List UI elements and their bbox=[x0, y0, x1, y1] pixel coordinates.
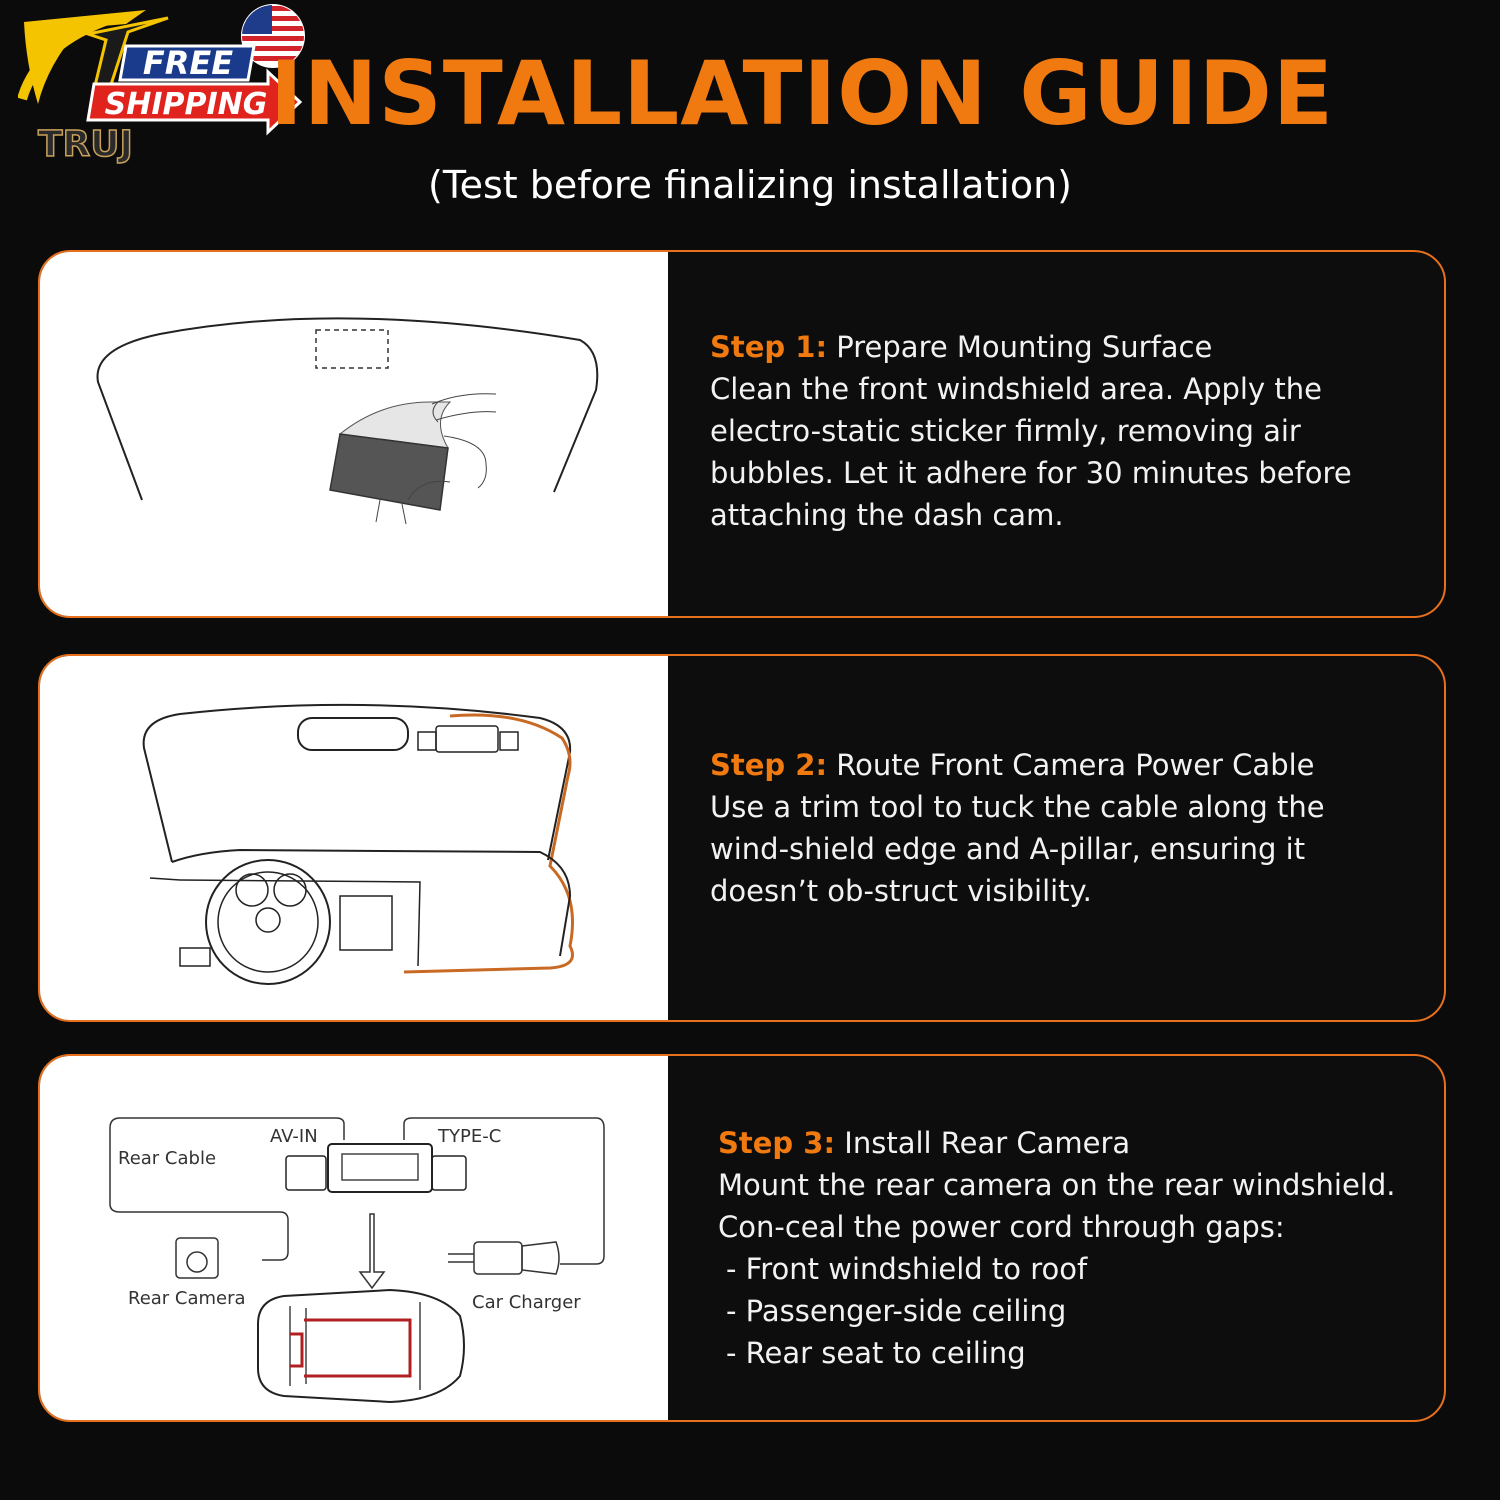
windshield-sticker-icon bbox=[40, 252, 668, 616]
badge-free-text: FREE bbox=[142, 44, 234, 82]
step-card-1 bbox=[38, 250, 1446, 618]
label-type-c: TYPE-C bbox=[438, 1126, 502, 1147]
step-1-label: Step 1: bbox=[710, 330, 828, 364]
step-1-title: Prepare Mounting Surface bbox=[836, 330, 1213, 364]
badge-shipping-text: SHIPPING bbox=[104, 87, 268, 122]
step-2-label: Step 2: bbox=[710, 748, 828, 782]
page-subtitle: (Test before finalizing installation) bbox=[428, 163, 1072, 207]
brand-name-text: TRUJ bbox=[38, 124, 133, 164]
list-item: - Rear seat to ceiling bbox=[726, 1336, 1026, 1370]
step-3-label: Step 3: bbox=[718, 1126, 836, 1160]
step-1-text bbox=[710, 326, 1410, 536]
label-av-in: AV-IN bbox=[270, 1126, 318, 1147]
label-rear-camera: Rear Camera bbox=[128, 1288, 246, 1309]
dashboard-cable-icon bbox=[40, 656, 668, 1020]
page-title: INSTALLATION GUIDE bbox=[270, 42, 1334, 145]
step-3-title: Install Rear Camera bbox=[844, 1126, 1131, 1160]
step-3-list bbox=[718, 1248, 1418, 1374]
step-2-illustration bbox=[40, 656, 668, 1020]
step-2-text bbox=[710, 744, 1410, 912]
step-3-text bbox=[718, 1122, 1418, 1374]
label-car-charger: Car Charger bbox=[472, 1292, 581, 1313]
wiring-diagram-icon bbox=[40, 1056, 668, 1420]
step-3-illustration bbox=[40, 1056, 668, 1420]
label-rear-cable: Rear Cable bbox=[118, 1148, 217, 1169]
step-1-illustration bbox=[40, 252, 668, 616]
list-item: - Passenger-side ceiling bbox=[726, 1294, 1067, 1328]
step-1-body: Clean the front windshield area. Apply the electro-static sticker firmly, removing air bubbles. Let it adhere for 30 minutes before attaching the dash cam. bbox=[710, 372, 1352, 532]
step-2-body: Use a trim tool to tuck the cable along the wind-shield edge and A-pillar, ensuring it doesn’t ob-struct visibility. bbox=[710, 790, 1325, 908]
step-3-body: Mount the rear camera on the rear windshield. Con-ceal the power cord through gaps: bbox=[718, 1168, 1396, 1244]
step-card-2 bbox=[38, 654, 1446, 1022]
list-item: - Front windshield to roof bbox=[726, 1252, 1088, 1286]
step-card-3 bbox=[38, 1054, 1446, 1422]
step-2-title: Route Front Camera Power Cable bbox=[836, 748, 1315, 782]
